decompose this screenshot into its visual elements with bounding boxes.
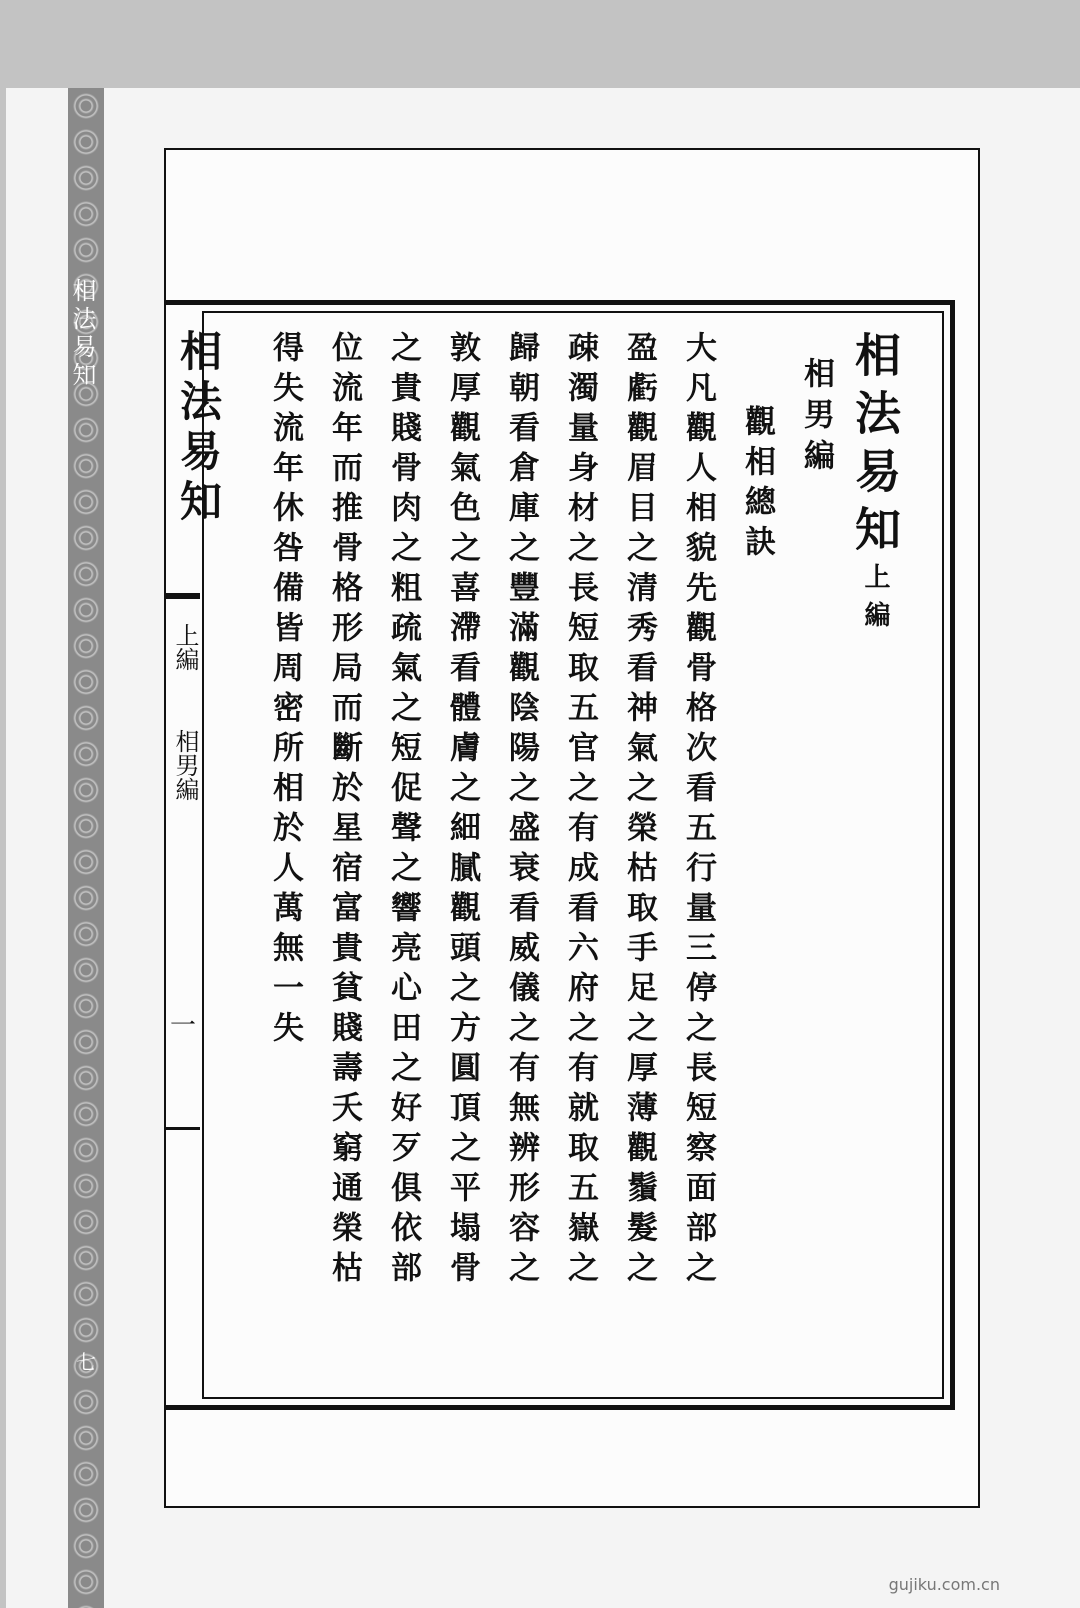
text-column: 歸朝看倉庫之豐滿觀陰陽之盛衰看威儀之有無辨形容之: [503, 331, 539, 1291]
margin-book-title: 相法易知: [174, 329, 223, 529]
margin-page-number: 一: [170, 1011, 197, 1041]
text-column: 盈虧觀眉目之清秀看神氣之榮枯取手足之厚薄觀鬚髮之: [621, 331, 657, 1291]
spine-page-number: 七: [76, 1350, 96, 1374]
margin-rule: [166, 1127, 200, 1130]
margin-section: 相男編: [171, 729, 199, 801]
book-volume: 上編: [860, 563, 890, 639]
text-column: 疎濁量身材之長短取五官之有成看六府之有就取五嶽之: [562, 331, 598, 1291]
text-column: 敦厚觀氣色之喜滯看體膚之細膩觀頭之方圓頂之平塌骨: [444, 331, 480, 1291]
watermark: gujiku.com.cn: [888, 1575, 1000, 1594]
page: [6, 88, 1080, 1608]
text-column: 得失流年休咎備皆周密所相於人萬無一失: [267, 331, 303, 1051]
margin-volume: 上編: [171, 623, 199, 671]
fishtail-mark: [166, 593, 200, 599]
fore-edge-margin: [166, 305, 223, 1405]
text-column: 之貴賤骨肉之粗疏氣之短促聲之響亮心田之好歹俱依部: [385, 331, 421, 1291]
vertical-text-area: [210, 321, 904, 1397]
text-column: 位流年而推骨格形局而斷於星宿富貴貧賤壽夭窮通榮枯: [326, 331, 362, 1291]
text-column: 大凡觀人相貌先觀骨格次看五行量三停之長短察面部之: [680, 331, 716, 1291]
subsection-title: 觀相總訣: [739, 405, 775, 565]
section-title: 相男編: [798, 357, 834, 480]
book-title-column: [845, 331, 904, 1397]
decorative-spine: [68, 88, 104, 1608]
text-frame: [166, 300, 955, 1410]
scanned-page: [164, 148, 980, 1508]
spine-title: 相法易知: [68, 278, 96, 390]
book-title: 相法易知: [848, 331, 902, 563]
